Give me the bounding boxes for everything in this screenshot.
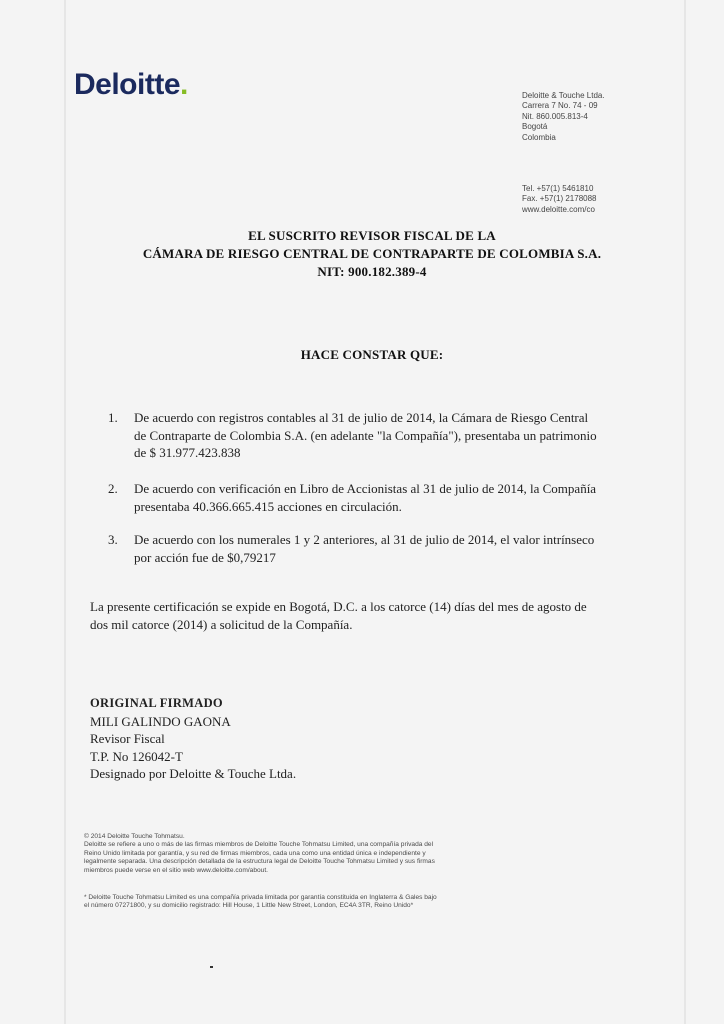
closing-line: dos mil catorce (2014) a solicitud de la Compañía. — [90, 616, 353, 632]
item-line: por acción fue de $0,79217 — [134, 549, 276, 565]
signer-role: Revisor Fiscal — [90, 731, 165, 746]
company-address — [522, 91, 605, 143]
company-contact — [522, 184, 597, 215]
subheading: HACE CONSTAR QUE: — [300, 347, 444, 362]
item-line: De acuerdo con registros contables al 31 de julio de 2014, la Cámara de Riesgo Central — [134, 410, 589, 425]
item-number: 3. — [108, 532, 118, 547]
item-line: de Contraparte de Colombia S.A. (en adelante "la Compañía"), presentaba un patrimonio — [134, 427, 597, 443]
item-line: De acuerdo con los numerales 1 y 2 anteriores, al 31 de julio de 2014, el valor intrínseco — [134, 532, 595, 547]
footer-line: el número 07271800, y su domicilio registrado: Hill House, 1 Little New Street, London, EC4A 3TR, Reino Unido* — [84, 902, 414, 910]
footer-line: Deloitte se refiere a uno o más de las firmas miembros de Deloitte Touche Tohmatsu Limited, una compañía privada del — [84, 841, 434, 849]
scan-edge-right — [684, 0, 686, 1024]
website: www.deloitte.com/co — [522, 204, 595, 214]
item-number: 2. — [108, 481, 118, 496]
item-line: De acuerdo con verificación en Libro de Accionistas al 31 de julio de 2014, la Compañía — [134, 481, 597, 496]
scan-speck — [210, 966, 213, 968]
heading-line-2: CÁMARA DE RIESGO CENTRAL DE CONTRAPARTE DE COLOMBIA S.A. — [142, 246, 602, 261]
footer-legal — [84, 833, 522, 875]
footer-line: miembros puede verse en el sitio web www.deloitte.com/about. — [84, 866, 268, 874]
address-line: Nit. 860.005.813-4 — [522, 111, 588, 121]
address-line: Bogotá — [522, 122, 548, 132]
footer-line: © 2014 Deloitte Touche Tohmatsu. — [84, 833, 185, 840]
footer-line: legalmente separada. Una descripción detallada de la estructura legal de Deloitte Touche Tohmatsu Limited y sus firmas — [84, 858, 435, 866]
footer-line: Reino Unido limitada por garantía, y su red de firmas miembros, cada una como una entidad única e independiente y — [84, 849, 426, 857]
item-text — [134, 409, 664, 462]
heading-line-3: NIT: 900.182.389-4 — [317, 264, 427, 279]
item-text — [134, 480, 664, 515]
signature-block — [90, 695, 490, 783]
address-line: Colombia — [522, 132, 556, 142]
signer-license: T.P. No 126042-T — [90, 748, 183, 764]
phone: Tel. +57(1) 5461810 — [522, 184, 594, 193]
item-text — [134, 531, 664, 566]
footer-line: * Deloitte Touche Tohmatsu Limited es una compañía privada limitada por garantía constituida en Inglaterra & Gales bajo — [84, 894, 437, 901]
footer-registration — [84, 894, 522, 911]
deloitte-logo: Deloitte. — [74, 68, 188, 101]
item-line: de $ 31.977.423.838 — [134, 445, 241, 460]
heading-line-1: EL SUSCRITO REVISOR FISCAL DE LA — [248, 228, 496, 243]
item-number: 1. — [108, 410, 118, 425]
signature-title: ORIGINAL FIRMADO — [90, 696, 223, 710]
address-line: Carrera 7 No. 74 - 09 — [522, 101, 598, 111]
signer-name: MILI GALINDO GAONA — [90, 713, 231, 729]
item-line: presentaba 40.366.665.415 acciones en circulación. — [134, 498, 402, 514]
closing-line: La presente certificación se expide en Bogotá, D.C. a los catorce (14) días del mes de agosto de — [90, 599, 587, 614]
scan-edge-left — [64, 0, 66, 1024]
address-line: Deloitte & Touche Ltda. — [522, 91, 605, 100]
closing-paragraph — [90, 598, 664, 633]
signer-designation: Designado por Deloitte & Touche Ltda. — [90, 766, 297, 781]
fax: Fax. +57(1) 2178088 — [522, 194, 597, 204]
